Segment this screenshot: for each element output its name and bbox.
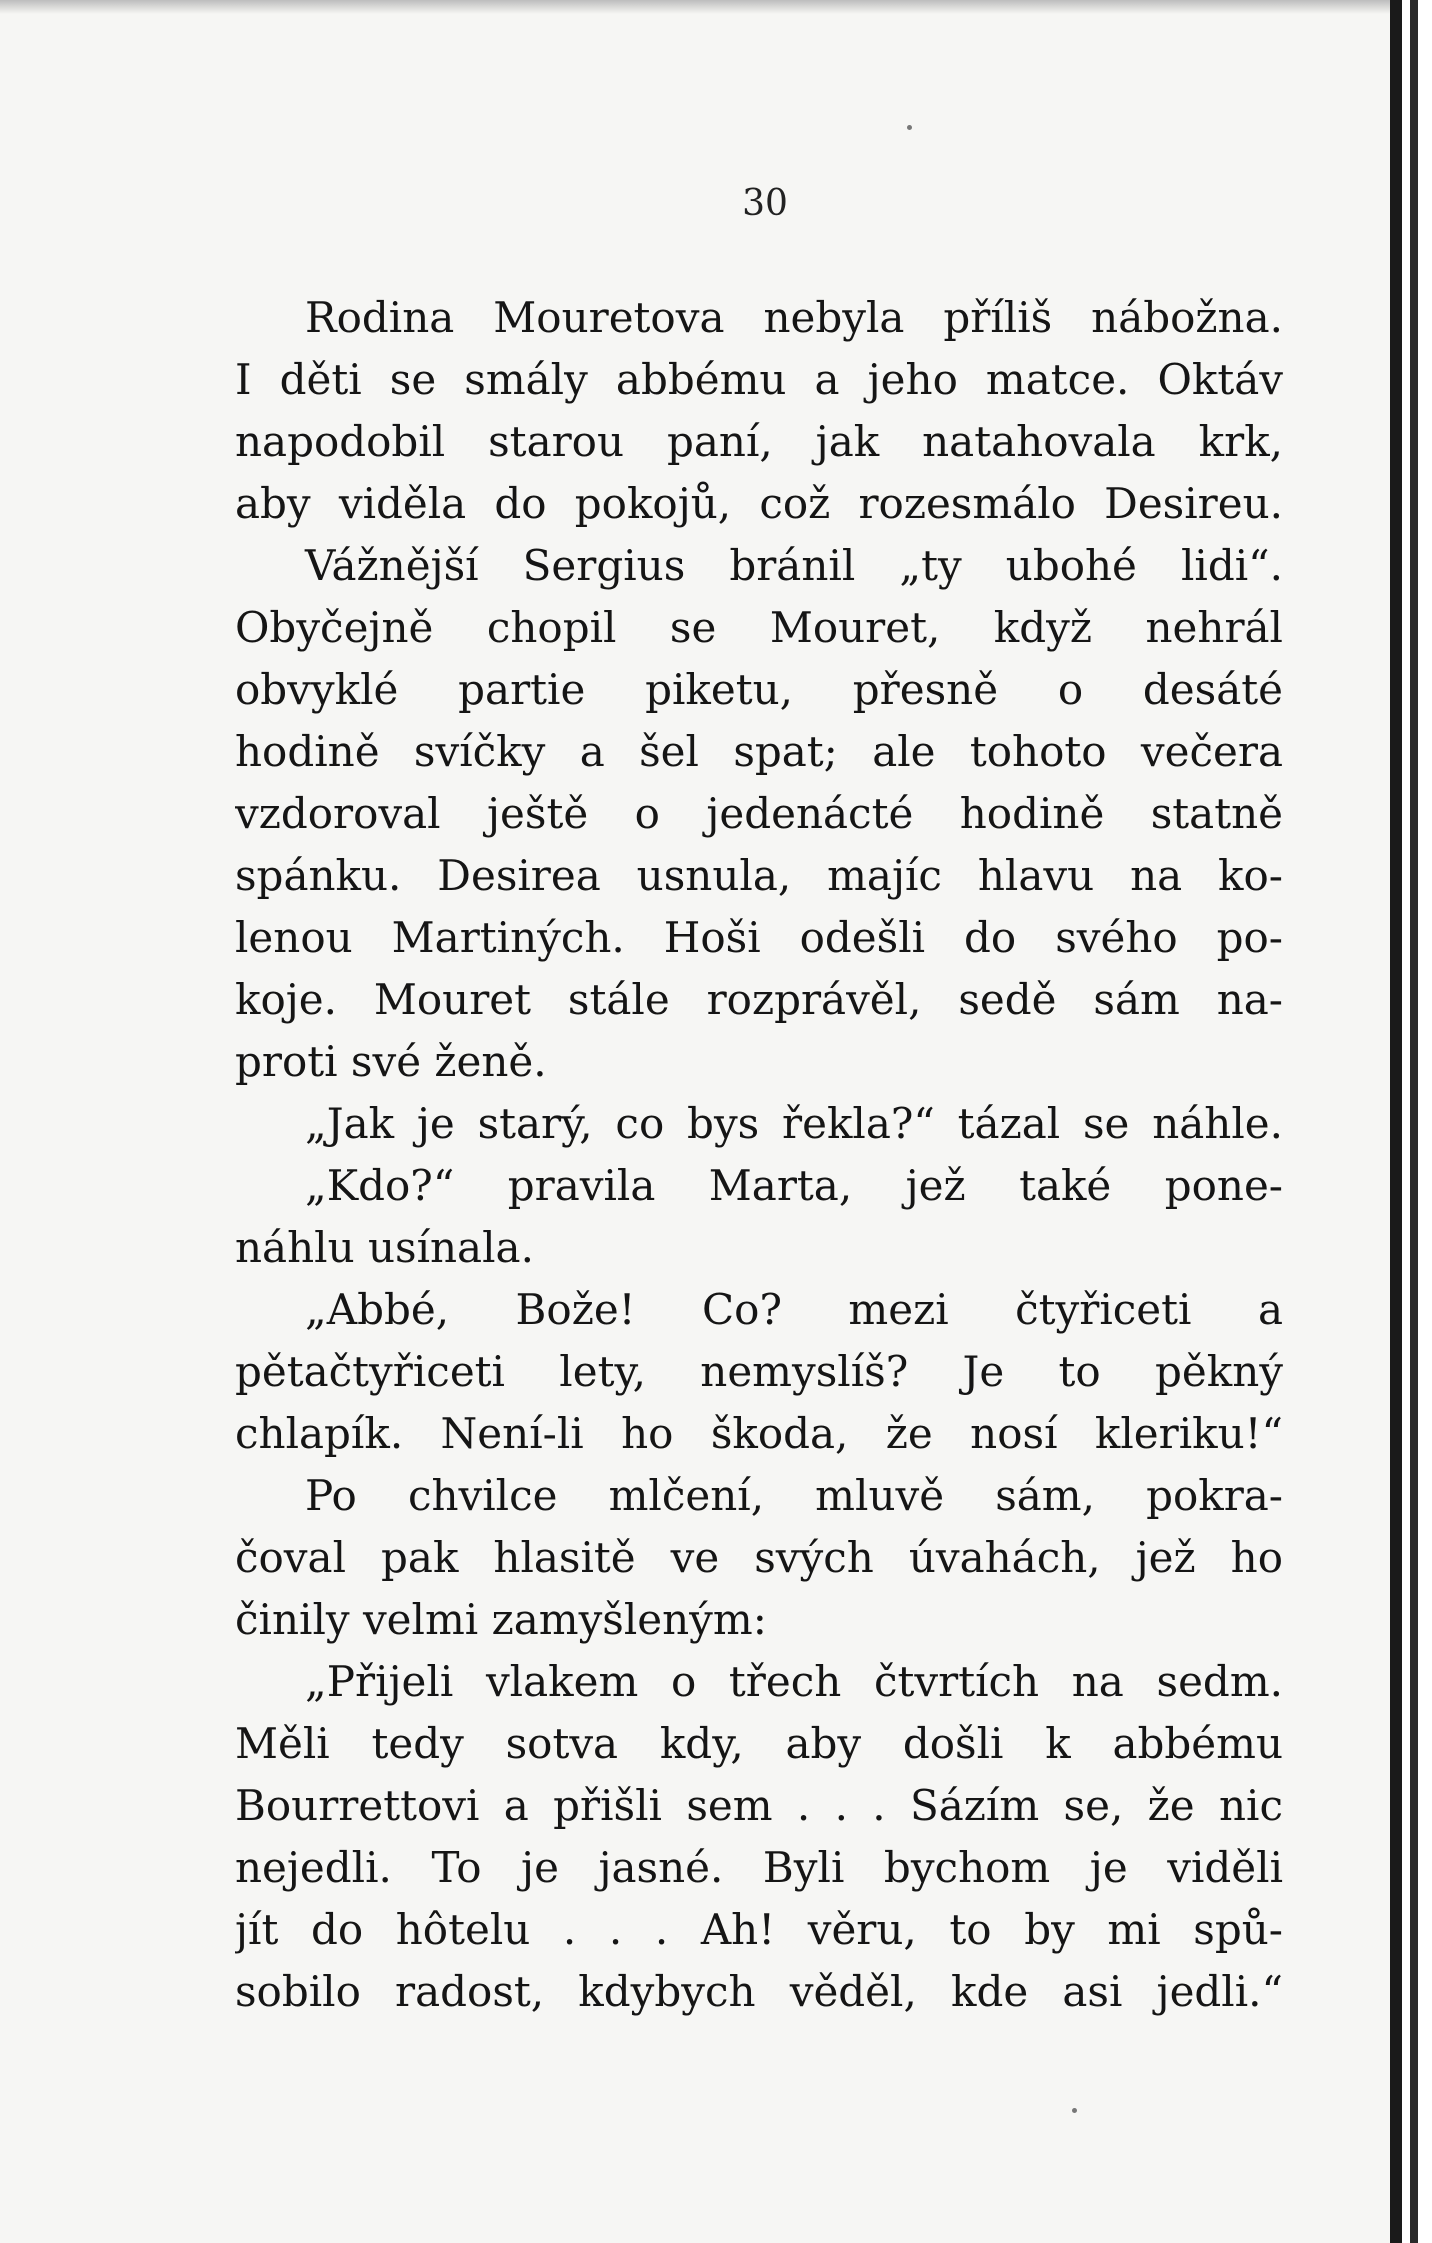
text-line: „Přijeli vlakem o třech čtvrtích na sedm.	[305, 1657, 1283, 1706]
text-line: sobilo radost, kdybych věděl, kde asi jedli.“	[235, 1967, 1283, 2016]
text-line: Rodina Mouretova nebyla příliš nábožna.	[305, 293, 1283, 342]
text-line: Obyčejně chopil se Mouret, když nehrál	[235, 603, 1283, 652]
text-line: „Jak je starý, co bys řekla?“ tázal se náhle.	[305, 1099, 1283, 1148]
page-number: 30	[742, 183, 788, 224]
speck	[907, 125, 912, 130]
text-line: Vážnější Sergius bránil „ty ubohé lidi“.	[305, 541, 1283, 590]
body-text	[235, 287, 1283, 2023]
text-line: hodině svíčky a šel spat; ale tohoto večera	[235, 727, 1283, 776]
text-line: proti své ženě.	[235, 1037, 547, 1086]
text-line: Bourrettovi a přišli sem . . . Sázím se, že nic	[235, 1781, 1283, 1830]
text-line: spánku. Desirea usnula, majíc hlavu na ko-	[235, 851, 1283, 900]
text-line: Po chvilce mlčení, mluvě sám, pokra-	[305, 1471, 1283, 1520]
page-top-shadow	[0, 0, 1390, 14]
text-line: „Kdo?“ pravila Marta, jež také pone-	[305, 1161, 1283, 1210]
text-line: vzdoroval ještě o jedenácté hodině statně	[235, 789, 1283, 838]
text-line: pětačtyřiceti lety, nemyslíš? Je to pěkný	[235, 1347, 1283, 1396]
text-line: aby viděla do pokojů, což rozesmálo Desireu.	[235, 479, 1283, 528]
text-line: Měli tedy sotva kdy, aby došli k abbému	[235, 1719, 1283, 1768]
text-line: nejedli. To je jasné. Byli bychom je viděli	[235, 1843, 1283, 1892]
text-line: napodobil starou paní, jak natahovala krk,	[235, 417, 1283, 466]
text-line: „Abbé, Bože! Co? mezi čtyřiceti a	[305, 1285, 1283, 1334]
speck	[1072, 2108, 1077, 2113]
page-edge-shadow-outer	[1410, 0, 1418, 2243]
text-line: čoval pak hlasitě ve svých úvahách, jež ho	[235, 1533, 1283, 1582]
text-line: koje. Mouret stále rozprávěl, sedě sám na-	[235, 975, 1283, 1024]
text-line: lenou Martiných. Hoši odešli do svého po-	[235, 913, 1283, 962]
text-line: náhlu usínala.	[235, 1223, 534, 1272]
text-line: obvyklé partie piketu, přesně o desáté	[235, 665, 1283, 714]
text-line: chlapík. Není-li ho škoda, že nosí kleriku!“	[235, 1409, 1283, 1458]
text-line: jít do hôtelu . . . Ah! věru, to by mi spů-	[235, 1905, 1283, 1954]
text-line: I děti se smály abbému a jeho matce. Oktáv	[235, 355, 1283, 404]
page-edge-shadow	[1390, 0, 1402, 2243]
text-line: činily velmi zamyšleným:	[235, 1595, 767, 1644]
